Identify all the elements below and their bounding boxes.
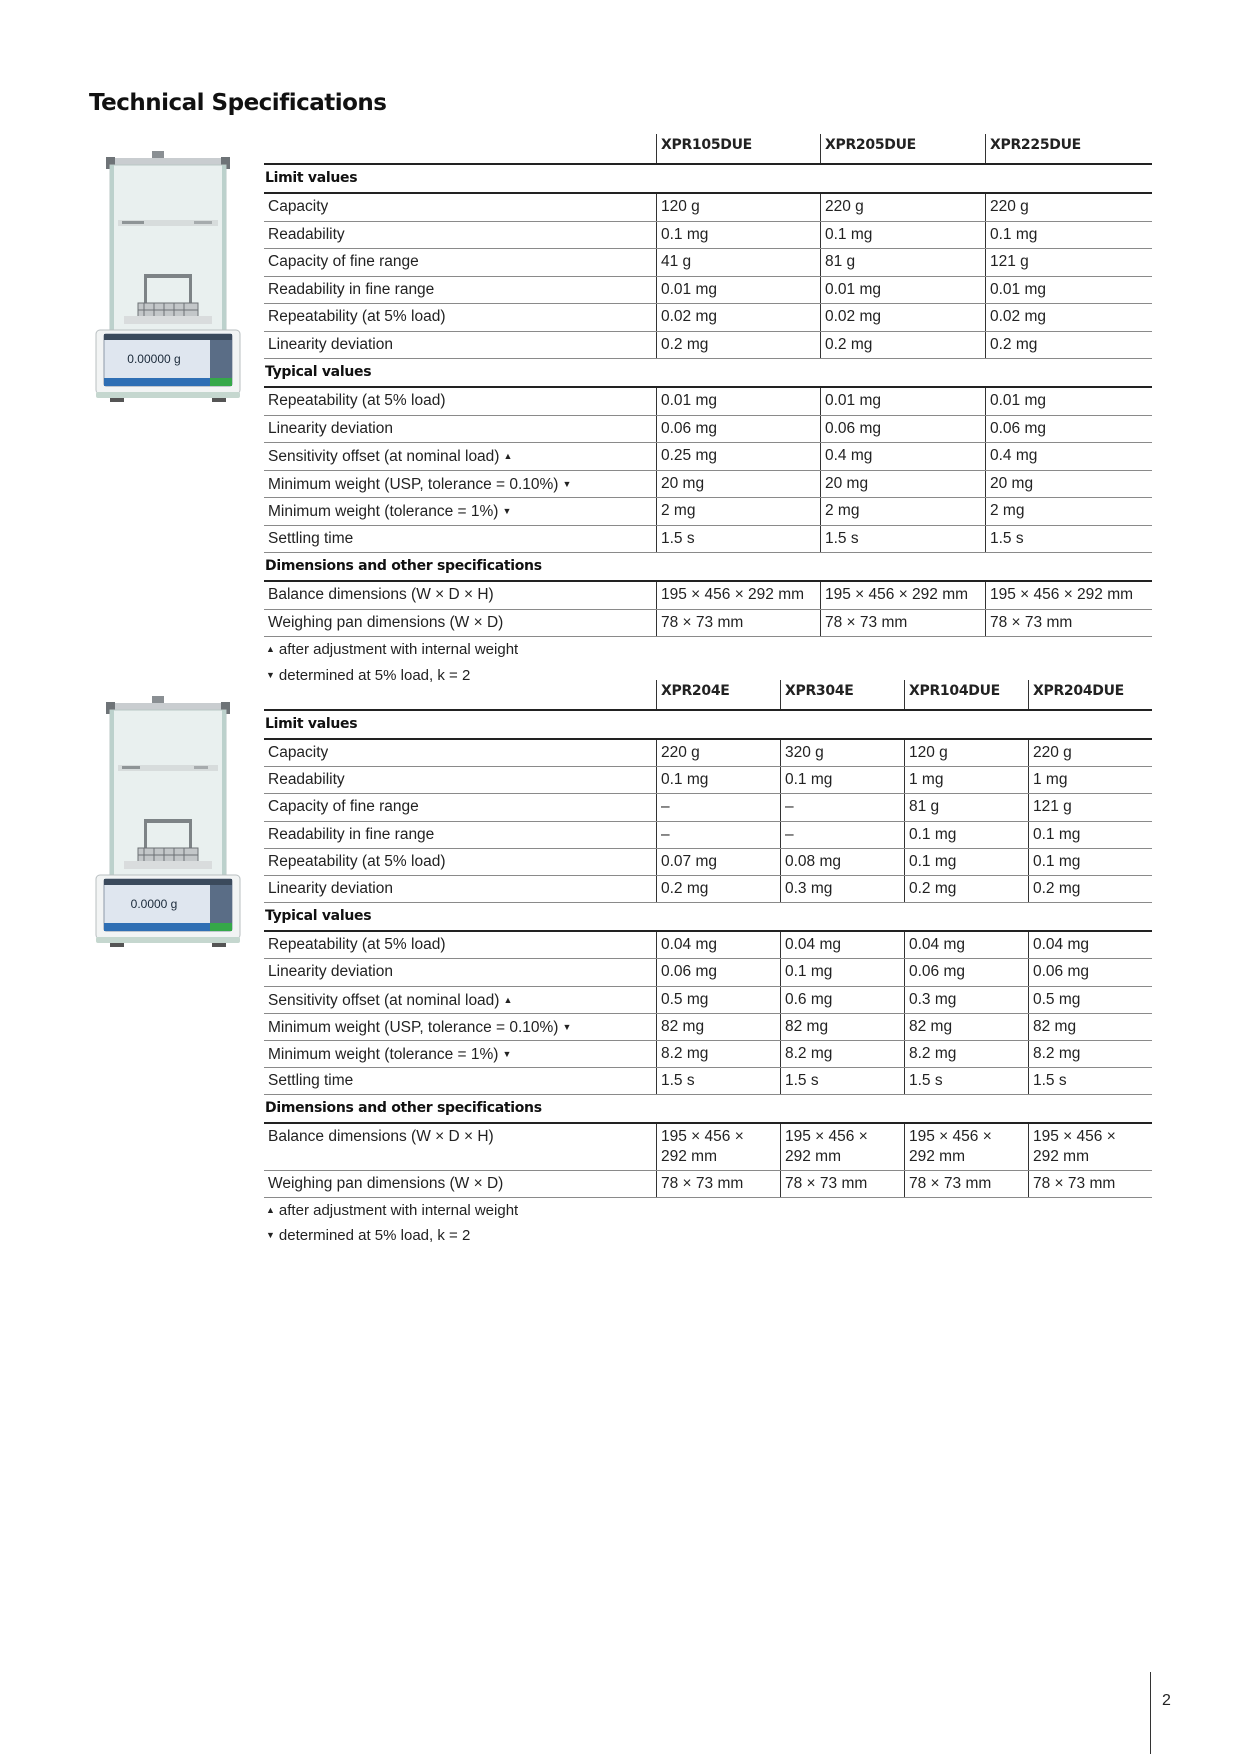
spec-label [264, 610, 503, 637]
spec-row [264, 610, 1152, 638]
footnote-label: determined at 5% load, k = 2 [278, 1227, 471, 1245]
section-title: Typical values [265, 908, 372, 925]
spec-value: 0.04 mg [656, 932, 780, 958]
spec-row [264, 277, 1152, 305]
spec-value-line: 195 × 456 × [785, 1128, 868, 1146]
model-name: XPR204E [656, 680, 780, 709]
spec-value-line: 195 × 456 × [661, 1128, 744, 1146]
spec-value: 0.06 mg [1028, 959, 1152, 985]
spec-label-text: Minimum weight (tolerance = 1%) [268, 503, 499, 520]
spec-value: 2 mg [656, 498, 820, 525]
spec-row [264, 416, 1152, 444]
spec-label-text: Capacity of fine range [268, 798, 419, 816]
spec-value: 0.2 mg [1028, 876, 1152, 902]
spec-label [264, 498, 511, 526]
spec-value: 0.1 mg [780, 767, 904, 793]
spec-value: 1.5 s [780, 1068, 904, 1094]
footnote-label: determined at 5% load, k = 2 [278, 666, 471, 684]
page-number-divider [1150, 1672, 1151, 1754]
spec-label-text: Balance dimensions (W × D × H) [268, 1128, 494, 1146]
triangle-down-icon: ▼ [562, 1021, 572, 1032]
spec-value: 0.2 mg [904, 876, 1028, 902]
spec-value: 195 × 456 × 292 mm [820, 582, 985, 609]
model-name: XPR304E [780, 680, 904, 709]
spec-value: 220 g [1028, 740, 1152, 766]
spec-value: 20 mg [820, 471, 985, 498]
spec-row [264, 822, 1152, 849]
spec-value: 0.08 mg [780, 849, 904, 875]
spec-value-line: 292 mm [661, 1148, 717, 1166]
spec-value: 0.4 mg [985, 443, 1152, 470]
spec-value: 120 g [656, 194, 820, 221]
spec-value: 0.04 mg [1028, 932, 1152, 958]
spec-row [264, 1068, 1152, 1095]
section-heading [264, 1095, 1152, 1124]
section-title: Limit values [265, 716, 358, 732]
spec-value: 0.04 mg [780, 932, 904, 958]
footnote [264, 1223, 1152, 1248]
spec-label-text: Repeatability (at 5% load) [268, 936, 446, 954]
spec-table-xpr-due [264, 134, 1152, 688]
spec-label [264, 1041, 511, 1068]
spec-value: 0.2 mg [656, 332, 820, 359]
spec-row [264, 740, 1152, 767]
spec-value: 0.01 mg [820, 277, 985, 304]
spec-label [264, 932, 446, 958]
spec-value-line: 292 mm [785, 1148, 841, 1166]
spec-value: 82 mg [1028, 1014, 1152, 1040]
spec-row [264, 932, 1152, 959]
spec-value: 8.2 mg [656, 1041, 780, 1067]
spec-label [264, 959, 393, 985]
page-title: Technical Specifications [89, 90, 387, 116]
spec-label-text: Minimum weight (USP, tolerance = 0.10%) [268, 1018, 559, 1036]
spec-label-text: Weighing pan dimensions (W × D) [268, 1175, 504, 1193]
spec-label [264, 767, 345, 793]
spec-label-text: Sensitivity offset (at nominal load) [268, 991, 500, 1009]
spec-value: 0.4 mg [820, 443, 985, 470]
spec-value: 220 g [820, 194, 985, 221]
spec-value: 0.25 mg [656, 443, 820, 470]
spec-label-text: Readability in fine range [268, 280, 435, 298]
spec-value-line: 195 × 456 × [1033, 1128, 1116, 1146]
spec-value: 78 × 73 mm [820, 610, 985, 637]
footnote-text [264, 637, 518, 663]
spec-value: 0.6 mg [780, 987, 904, 1013]
spec-value: 78 × 73 mm [1028, 1171, 1152, 1197]
model-name: XPR204DUE [1028, 680, 1152, 709]
spec-value: 2 mg [820, 498, 985, 525]
section-heading [264, 903, 1152, 932]
spec-value: 78 × 73 mm [780, 1171, 904, 1197]
spec-label [264, 582, 494, 609]
spec-row [264, 498, 1152, 526]
spec-row [264, 987, 1152, 1014]
triangle-down-icon: ▼ [502, 506, 512, 516]
spec-value: 0.02 mg [820, 304, 985, 331]
spec-label [264, 1068, 353, 1094]
balance-display-reading: 0.0000 g [130, 897, 178, 911]
model-name: XPR205DUE [820, 134, 985, 163]
spec-label-text: Balance dimensions (W × D × H) [268, 586, 494, 603]
spec-label [264, 794, 419, 820]
balance-product-image-1 [94, 148, 242, 408]
spec-table-xpr-e [264, 680, 1152, 1248]
spec-value: 1.5 s [1028, 1068, 1152, 1094]
spec-label-text: Readability [268, 225, 345, 243]
spec-value: 0.06 mg [985, 416, 1152, 443]
spec-row [264, 1124, 1152, 1171]
spec-value: 78 × 73 mm [985, 610, 1152, 637]
spec-label [264, 222, 345, 249]
spec-label-text: Readability in fine range [268, 825, 435, 843]
balance-display-reading: 0.00000 g [127, 352, 181, 366]
spec-value: 0.3 mg [904, 987, 1028, 1013]
spec-value: 0.06 mg [904, 959, 1028, 985]
spec-label [264, 416, 393, 443]
spec-value: 20 mg [985, 471, 1152, 498]
spec-value: 0.5 mg [1028, 987, 1152, 1013]
model-name: XPR225DUE [985, 134, 1152, 163]
spec-value: – [780, 822, 904, 848]
spec-value: 0.06 mg [820, 416, 985, 443]
spec-value: 0.1 mg [656, 222, 820, 249]
triangle-down-icon: ▼ [562, 478, 572, 489]
spec-value: 0.02 mg [985, 304, 1152, 331]
spec-value: 78 × 73 mm [656, 1171, 780, 1197]
spec-value: 1.5 s [656, 526, 820, 553]
spec-value: – [656, 822, 780, 848]
spec-value: 82 mg [904, 1014, 1028, 1040]
spec-value: 81 g [820, 249, 985, 276]
spec-row [264, 794, 1152, 821]
spec-label-text: Capacity [268, 744, 329, 761]
spec-label [264, 987, 512, 1014]
model-header-row [264, 134, 1152, 165]
section-title: Dimensions and other specifications [265, 558, 542, 574]
spec-value: 0.1 mg [904, 849, 1028, 875]
footnote-text [264, 1198, 518, 1223]
spec-value: 1.5 s [985, 526, 1152, 553]
spec-row [264, 959, 1152, 986]
section-heading [264, 165, 1152, 194]
spec-value: 0.06 mg [656, 416, 820, 443]
triangle-up-icon: ▲ [503, 451, 513, 461]
model-name: XPR105DUE [656, 134, 820, 163]
spec-value: 195 × 456 × 292 mm [985, 582, 1152, 609]
spec-label-text: Linearity deviation [268, 419, 393, 437]
spec-value: 0.01 mg [985, 277, 1152, 304]
spec-value: 220 g [656, 740, 780, 766]
spec-value: 8.2 mg [1028, 1041, 1152, 1067]
spec-row [264, 582, 1152, 610]
spec-value: 0.5 mg [656, 987, 780, 1013]
spec-value: 0.01 mg [656, 388, 820, 415]
spec-label-text: Readability [268, 771, 345, 789]
spec-value-line: 195 × 456 × [909, 1128, 992, 1146]
spec-label [264, 277, 434, 304]
balance-product-image-2 [94, 693, 242, 953]
spec-value-line: 292 mm [909, 1148, 965, 1166]
spec-row [264, 471, 1152, 499]
triangle-down-icon: ▼ [502, 1048, 512, 1059]
footnote [264, 1198, 1152, 1223]
spec-row [264, 332, 1152, 360]
triangle-up-icon: ▲ [266, 1205, 275, 1216]
spec-row [264, 304, 1152, 332]
footnote [264, 637, 1152, 663]
spec-value: 2 mg [985, 498, 1152, 525]
model-header-row [264, 680, 1152, 711]
spec-label-text: Minimum weight (tolerance = 1%) [268, 1045, 499, 1063]
spec-value: 0.3 mg [780, 876, 904, 902]
spec-row [264, 1041, 1152, 1068]
spec-label [264, 471, 571, 499]
spec-label [264, 443, 512, 471]
spec-label-text: Repeatability (at 5% load) [268, 392, 446, 409]
section-title: Dimensions and other specifications [265, 1100, 542, 1117]
spec-label-text: Weighing pan dimensions (W × D) [268, 613, 504, 631]
spec-label [264, 526, 353, 553]
spec-value: 121 g [1028, 794, 1152, 820]
spec-value: 1.5 s [820, 526, 985, 553]
spec-value: 0.1 mg [820, 222, 985, 249]
spec-row [264, 388, 1152, 416]
spec-value: 320 g [780, 740, 904, 766]
spec-row [264, 849, 1152, 876]
spec-label-text: Linearity deviation [268, 963, 393, 981]
spec-label-text: Sensitivity offset (at nominal load) [268, 448, 500, 465]
spec-value-line: 292 mm [1033, 1148, 1089, 1166]
spec-label [264, 304, 446, 331]
spec-label-text: Capacity [268, 198, 329, 215]
spec-label [264, 1124, 494, 1150]
spec-value: 120 g [904, 740, 1028, 766]
triangle-down-icon: ▼ [266, 1230, 275, 1241]
spec-value: 0.2 mg [820, 332, 985, 359]
spec-row [264, 767, 1152, 794]
footnote-text [264, 1223, 470, 1248]
spec-label-text: Repeatability (at 5% load) [268, 852, 446, 870]
spec-value [656, 1124, 780, 1170]
spec-value: 0.1 mg [904, 822, 1028, 848]
spec-label [264, 822, 434, 848]
spec-label [264, 876, 393, 902]
spec-value: 0.2 mg [656, 876, 780, 902]
spec-row [264, 876, 1152, 903]
spec-value: 0.2 mg [985, 332, 1152, 359]
spec-value: 78 × 73 mm [904, 1171, 1028, 1197]
spec-label-text: Capacity of fine range [268, 253, 419, 270]
spec-value: 0.1 mg [985, 222, 1152, 249]
triangle-down-icon: ▼ [266, 669, 275, 680]
spec-label-text: Repeatability (at 5% load) [268, 308, 446, 325]
page-number: 2 [1162, 1692, 1171, 1709]
spec-row [264, 222, 1152, 250]
section-title: Typical values [265, 364, 372, 380]
spec-value: 0.02 mg [656, 304, 820, 331]
spec-value: 0.04 mg [904, 932, 1028, 958]
spec-label [264, 249, 419, 276]
spec-value: 1.5 s [904, 1068, 1028, 1094]
section-title: Limit values [265, 170, 358, 186]
triangle-up-icon: ▲ [503, 994, 513, 1005]
spec-value: 0.1 mg [1028, 822, 1152, 848]
spec-value: 0.1 mg [780, 959, 904, 985]
spec-value: 220 g [985, 194, 1152, 221]
spec-value [904, 1124, 1028, 1170]
spec-label-text: Linearity deviation [268, 335, 393, 353]
section-heading [264, 711, 1152, 740]
model-name: XPR104DUE [904, 680, 1028, 709]
spec-row [264, 1014, 1152, 1041]
spec-label [264, 849, 446, 875]
triangle-up-icon: ▲ [266, 644, 275, 654]
spec-value [780, 1124, 904, 1170]
spec-value: 82 mg [656, 1014, 780, 1040]
footnote-label: after adjustment with internal weight [278, 1202, 519, 1220]
section-heading [264, 553, 1152, 582]
spec-value: 0.01 mg [656, 277, 820, 304]
spec-row [264, 194, 1152, 222]
spec-label [264, 194, 328, 221]
spec-value: 1.5 s [656, 1068, 780, 1094]
spec-value: 1 mg [1028, 767, 1152, 793]
spec-value: – [656, 794, 780, 820]
spec-value: 1 mg [904, 767, 1028, 793]
spec-value: 20 mg [656, 471, 820, 498]
spec-row [264, 249, 1152, 277]
spec-label [264, 1171, 503, 1197]
spec-value: 78 × 73 mm [656, 610, 820, 637]
spec-value: 195 × 456 × 292 mm [656, 582, 820, 609]
spec-label [264, 740, 328, 766]
spec-value: 0.07 mg [656, 849, 780, 875]
spec-row [264, 443, 1152, 471]
spec-label-text: Linearity deviation [268, 879, 393, 897]
spec-value: 0.06 mg [656, 959, 780, 985]
spec-label [264, 388, 446, 415]
spec-value: 121 g [985, 249, 1152, 276]
spec-value: 82 mg [780, 1014, 904, 1040]
spec-row [264, 1171, 1152, 1198]
spec-value: – [780, 794, 904, 820]
spec-value: 81 g [904, 794, 1028, 820]
spec-value: 0.01 mg [820, 388, 985, 415]
spec-value: 8.2 mg [780, 1041, 904, 1067]
spec-value: 41 g [656, 249, 820, 276]
spec-value: 8.2 mg [904, 1041, 1028, 1067]
footnote-label: after adjustment with internal weight [278, 641, 519, 658]
spec-value [1028, 1124, 1152, 1170]
spec-label-text: Settling time [268, 1072, 354, 1090]
spec-value: 0.1 mg [1028, 849, 1152, 875]
spec-label-text: Settling time [268, 529, 354, 547]
spec-label [264, 332, 393, 359]
spec-value: 0.1 mg [656, 767, 780, 793]
spec-value: 0.01 mg [985, 388, 1152, 415]
spec-label-text: Minimum weight (USP, tolerance = 0.10%) [268, 475, 559, 493]
spec-label [264, 1014, 571, 1041]
section-heading [264, 359, 1152, 388]
spec-row [264, 526, 1152, 554]
